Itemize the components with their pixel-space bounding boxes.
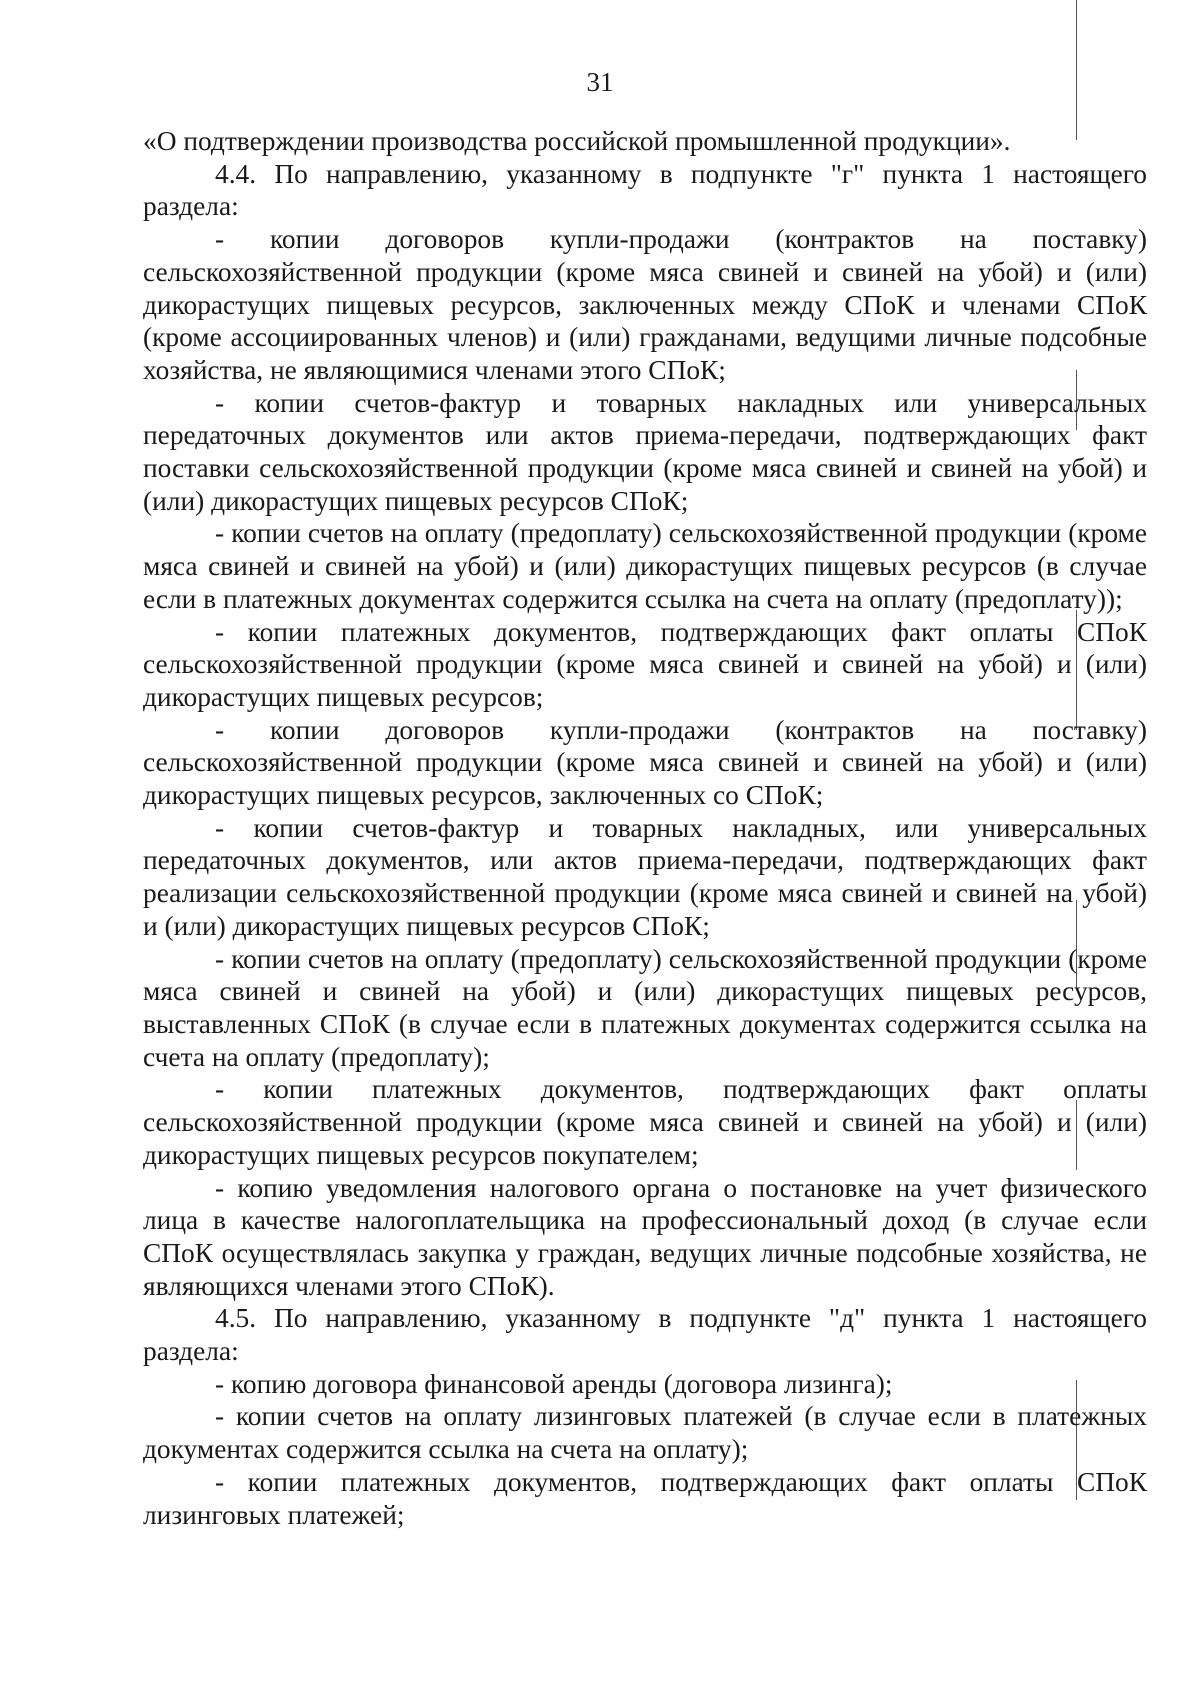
list-item: - копии платежных документов, подтверждающих факт оплаты СПоК лизинговых платежей; xyxy=(143,1466,1147,1530)
section-heading-4-4: 4.4. По направлению, указанному в подпункте "г" пункта 1 настоящего раздела: xyxy=(143,158,1147,222)
page-number: 31 xyxy=(586,67,614,97)
list-item: - копию уведомления налогового органа о постановке на учет физического лица в качестве налогоплательщика на профессиональный доход (в случае если СПоК осуществлялась закупка у граждан, ведущих личные подсобные хозяйства, не являющихся членами этого СПоК). xyxy=(143,1172,1147,1301)
document-body xyxy=(143,125,1147,1531)
scan-artifact-line xyxy=(1076,0,1077,140)
section-heading-4-5: 4.5. По направлению, указанному в подпункте "д" пункта 1 настоящего раздела: xyxy=(143,1303,1147,1367)
list-item: - копии счетов-фактур и товарных накладных или универсальных передаточных документов или актов приема-передачи, подтверждающих факт поставки сельскохозяйственной продукции (кроме мяса свиней и свиней на убой) и (или) дикорастущих пищевых ресурсов СПоК; xyxy=(143,387,1147,516)
list-item: - копии счетов-фактур и товарных накладных, или универсальных передаточных документов, или актов приема-передачи, подтверждающих факт реализации сельскохозяйственной продукции (кроме мяса свиней и свиней на убой) и (или) дикорастущих пищевых ресурсов СПоК; xyxy=(143,812,1147,941)
list-item: - копии счетов на оплату (предоплату) сельскохозяйственной продукции (кроме мяса свиней и свиней на убой) и (или) дикорастущих пищевых ресурсов, выставленных СПоК (в случае если в платежных документах содержится ссылка на счета на оплату (предоплату); xyxy=(143,943,1147,1072)
list-item: - копии договоров купли-продажи (контрактов на поставку) сельскохозяйственной продукции (кроме мяса свиней и свиней на убой) и (или) дикорастущих пищевых ресурсов, заключенных между СПоК и членами СПоК (кроме ассоциированных членов) и (или) гражданами, ведущими личные подсобные хозяйства, не являющимися членами этого СПоК; xyxy=(143,224,1147,385)
list-item: - копии договоров купли-продажи (контрактов на поставку) сельскохозяйственной продукции (кроме мяса свиней и свиней на убой) и (или) дикорастущих пищевых ресурсов, заключенных со СПоК; xyxy=(143,714,1147,811)
list-item: - копии платежных документов, подтверждающих факт оплаты СПоК сельскохозяйственной продукции (кроме мяса свиней и свиней на убой) и (или) дикорастущих пищевых ресурсов; xyxy=(143,616,1147,712)
list-item: - копии счетов на оплату лизинговых платежей (в случае если в платежных документах содержится ссылка на счета на оплату); xyxy=(143,1401,1147,1465)
paragraph: «О подтверждении производства российской промышленной продукции». xyxy=(143,126,1011,156)
list-item: - копию договора финансовой аренды (договора лизинга); xyxy=(215,1368,893,1399)
list-item: - копии платежных документов, подтверждающих факт оплаты сельскохозяйственной продукции (кроме мяса свиней и свиней на убой) и (или) дикорастущих пищевых ресурсов покупателем; xyxy=(143,1074,1147,1170)
list-item: - копии счетов на оплату (предоплату) сельскохозяйственной продукции (кроме мяса свиней и свиней на убой) и (или) дикорастущих пищевых ресурсов (в случае если в платежных документах содержится ссылка на счета на оплату (предоплату)); xyxy=(143,518,1147,614)
